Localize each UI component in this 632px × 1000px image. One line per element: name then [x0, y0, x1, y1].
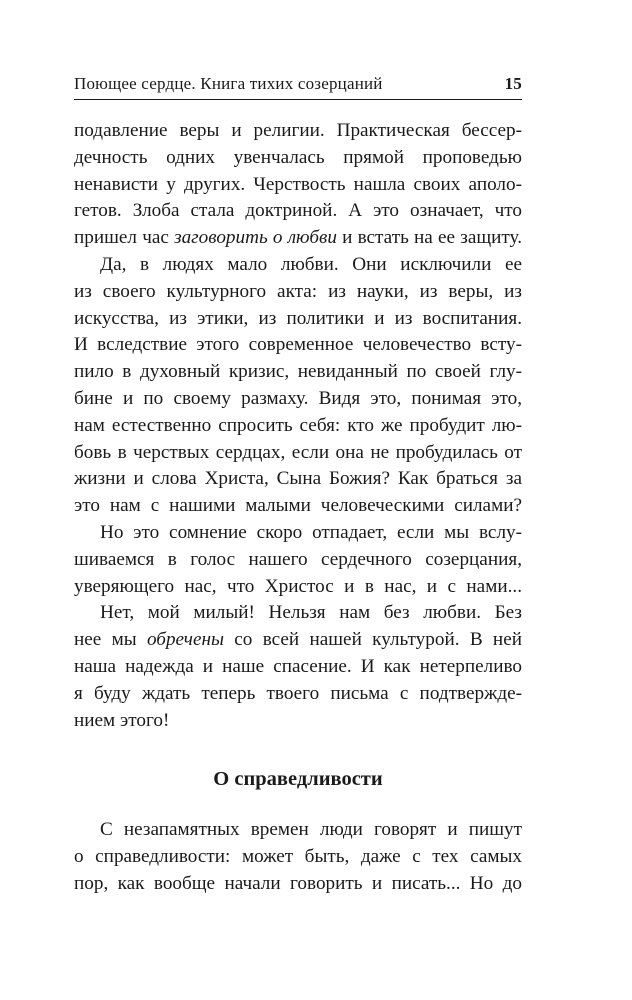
- text-line: И вследствие этого современное человечество всту-: [74, 334, 522, 356]
- text-line: Нет, мой милый! Нельзя нам без любви. Без: [100, 602, 522, 624]
- text-line: подавление веры и религии. Практическая бессер-: [74, 120, 522, 141]
- text-line: Но это сомнение скоро отпадает, если мы вслу-: [100, 521, 522, 543]
- body-text: [74, 118, 522, 734]
- text-line: пило в духовный кризис, невиданный по своей глу-: [74, 361, 522, 383]
- header-rule: [74, 99, 522, 100]
- emphasis: обречены: [146, 629, 224, 651]
- text-line: пор, как вообще начали говорить и писать... Но до: [74, 872, 522, 894]
- text-run: пришел час: [74, 227, 175, 249]
- text-line: ненависти у других. Черствость нашла своих аполо-: [74, 173, 522, 195]
- text-line: жизни и слова Христа, Сына Божия? Как браться за: [74, 468, 522, 490]
- text-line: гетов. Злоба стала доктриной. А это означает, что: [74, 200, 522, 222]
- text-line: я буду ждать теперь твоего письма с подтвержде-: [74, 682, 522, 704]
- page-number: 15: [504, 74, 522, 93]
- text-line: нием этого!: [74, 709, 170, 731]
- text-line: Да, в людях мало любви. Они исключили ее: [100, 253, 522, 275]
- text-run: и встать на ее защиту.: [336, 227, 522, 249]
- text-line: бовь в черствых сердцах, если она не пробудилась от: [74, 441, 522, 463]
- text-run: нее мы: [74, 629, 147, 651]
- section-heading: О справедливости: [213, 768, 383, 790]
- text-line: [74, 627, 522, 654]
- running-title: Поющее сердце. Книга тихих созерцаний: [74, 74, 383, 93]
- text-line: бине и по своему размаху. Видя это, понимая это,: [74, 387, 522, 409]
- text-line: из своего культурного акта: из науки, из веры, из: [74, 280, 522, 302]
- text-line: наша надежда и наше спасение. И как нетерпеливо: [74, 655, 522, 677]
- text-line: искусства, из этики, из политики и из воспитания.: [74, 307, 522, 329]
- text-line: это нам с нашими малыми человеческими силами?: [74, 495, 522, 517]
- text-line: о справедливости: может быть, даже с тех самых: [74, 845, 522, 867]
- text-line: уверяющего нас, что Христос и в нас, и с нами...: [74, 575, 522, 597]
- text-line: шиваемся в голос нашего сердечного созерцания,: [74, 548, 522, 570]
- text-line: [74, 225, 522, 252]
- text-line: нам естественно спросить себя: кто же пробудит лю-: [74, 414, 522, 436]
- text-run: со всей нашей культурой. В ней: [223, 629, 522, 651]
- running-head: [74, 72, 522, 98]
- emphasis: заговорить о любви: [174, 227, 337, 249]
- section-text: [74, 817, 522, 897]
- text-line: С незапамятных времен люди говорят и пишут: [100, 819, 522, 840]
- text-line: дечность одних увенчалась прямой проповедью: [74, 146, 522, 168]
- book-page: [74, 0, 522, 1000]
